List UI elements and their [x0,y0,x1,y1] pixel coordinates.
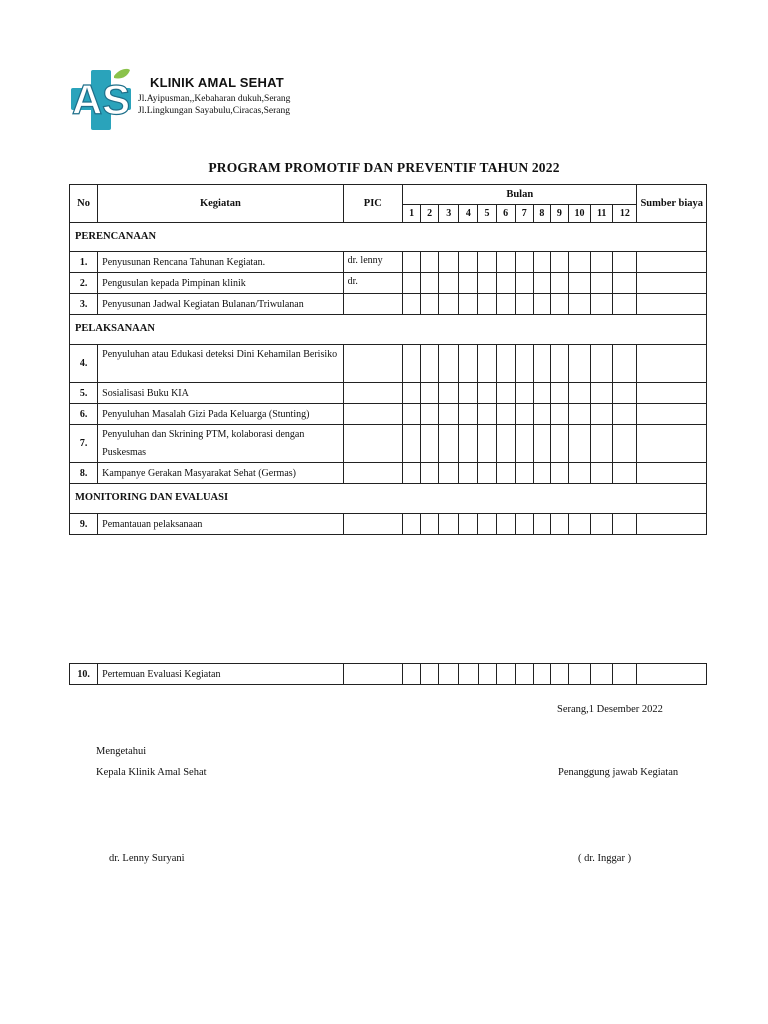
month-cell-1 [403,463,421,484]
month-cell-8 [533,294,550,315]
head-role: Kepala Klinik Amal Sehat [96,767,207,778]
table-row [70,252,707,273]
logo-text: AS [71,76,131,123]
table-row [70,294,707,315]
header-month-group: Bulan [403,185,637,205]
row-number: 4. [70,345,98,383]
pic-cell [343,664,402,685]
month-cell-7 [515,345,533,383]
month-cell-2 [421,345,439,383]
section-row [70,484,707,514]
month-cell-4 [459,273,478,294]
responsible-role: Penanggung jawab Kegiatan [558,767,679,778]
month-cell-6 [496,252,515,273]
pic-cell: dr. [343,273,402,294]
month-cell-10 [568,294,590,315]
month-cell-11 [591,294,613,315]
pic-cell: dr. lenny [343,252,402,273]
month-header-5: 5 [478,205,496,223]
month-cell-9 [550,463,568,484]
month-cell-2 [421,664,439,685]
activity-cell: Pertemuan Evaluasi Kegiatan [98,664,344,685]
month-cell-8 [533,514,550,535]
month-cell-4 [459,383,478,404]
month-cell-8 [533,345,550,383]
pic-cell [343,463,402,484]
clinic-address-1: Jl.Ayipusman,,Kebaharan dukuh,Serang [138,94,291,104]
month-cell-2 [421,273,439,294]
clinic-name: KLINIK AMAL SEHAT [150,75,284,90]
month-cell-9 [550,383,568,404]
month-cell-11 [591,664,613,685]
month-cell-11 [591,404,613,425]
table-row [70,425,707,463]
table-row [70,664,707,685]
funding-cell [637,345,707,383]
activity-cell: Penyusunan Jadwal Kegiatan Bulanan/Triwulanan [98,294,343,315]
month-cell-4 [459,514,478,535]
month-cell-8 [533,383,550,404]
month-cell-5 [478,404,496,425]
pic-cell [343,514,402,535]
month-cell-11 [591,345,613,383]
month-cell-5 [478,514,496,535]
month-cell-8 [533,404,550,425]
month-cell-6 [496,463,515,484]
month-cell-10 [568,273,590,294]
funding-cell [637,273,707,294]
month-cell-5 [478,463,496,484]
month-cell-1 [403,273,421,294]
month-cell-5 [478,345,496,383]
month-cell-4 [459,345,478,383]
month-cell-5 [478,273,496,294]
month-cell-4 [459,252,478,273]
month-cell-6 [496,383,515,404]
section-row [70,315,707,345]
month-cell-12 [613,383,637,404]
row-number: 3. [70,294,98,315]
month-cell-5 [478,664,496,685]
month-cell-10 [569,664,591,685]
month-cell-7 [515,463,533,484]
month-cell-1 [403,383,421,404]
month-cell-2 [421,294,439,315]
month-cell-7 [515,252,533,273]
section-title: PELAKSANAAN [70,315,707,345]
month-cell-8 [533,273,550,294]
month-cell-10 [568,425,590,463]
place-date: Serang,1 Desember 2022 [557,704,663,715]
month-cell-8 [533,463,550,484]
month-cell-10 [568,252,590,273]
row-number: 10. [70,664,98,685]
month-cell-8 [533,425,550,463]
month-cell-8 [533,664,550,685]
month-header-8: 8 [533,205,550,223]
month-cell-10 [568,514,590,535]
month-cell-10 [568,404,590,425]
table-row [70,404,707,425]
table-row [70,345,707,383]
month-cell-3 [439,404,459,425]
pic-cell [343,294,402,315]
month-cell-8 [533,252,550,273]
month-cell-2 [421,463,439,484]
month-cell-12 [613,463,637,484]
month-cell-3 [439,463,459,484]
header-no: No [70,185,98,223]
table-row [70,463,707,484]
month-cell-11 [591,463,613,484]
month-cell-3 [439,252,459,273]
month-header-3: 3 [439,205,459,223]
table-row [70,383,707,404]
month-cell-9 [550,252,568,273]
month-cell-12 [613,273,637,294]
month-cell-3 [439,294,459,315]
month-cell-4 [459,425,478,463]
month-cell-4 [459,664,478,685]
month-cell-2 [421,252,439,273]
clinic-address-2: Jl.Lingkungan Sayabulu,Ciracas,Serang [138,106,290,116]
month-cell-6 [496,294,515,315]
month-cell-7 [515,404,533,425]
header-pic: PIC [343,185,402,223]
activity-cell: Penyuluhan atau Edukasi deteksi Dini Kehamilan Berisiko [98,345,343,383]
month-cell-7 [515,294,533,315]
row-number: 1. [70,252,98,273]
row-number: 8. [70,463,98,484]
month-header-6: 6 [496,205,515,223]
funding-cell [637,252,707,273]
row-number: 9. [70,514,98,535]
month-cell-12 [613,252,637,273]
month-header-4: 4 [459,205,478,223]
month-cell-11 [591,383,613,404]
month-header-11: 11 [591,205,613,223]
month-cell-11 [591,425,613,463]
month-cell-6 [496,345,515,383]
month-cell-6 [496,514,515,535]
responsible-name: ( dr. Inggar ) [578,853,632,864]
month-cell-12 [613,514,637,535]
section-row [70,223,707,252]
month-cell-9 [550,404,568,425]
month-cell-9 [550,425,568,463]
month-cell-7 [515,383,533,404]
acknowledged-label: Mengetahui [96,746,147,757]
funding-cell [637,514,707,535]
month-header-1: 1 [403,205,421,223]
month-cell-12 [613,664,637,685]
head-name: dr. Lenny Suryani [109,853,185,864]
activity-cell: Penyuluhan Masalah Gizi Pada Keluarga (Stunting) [98,404,343,425]
month-cell-9 [550,294,568,315]
month-header-12: 12 [613,205,637,223]
month-cell-3 [439,345,459,383]
month-header-7: 7 [515,205,533,223]
month-cell-12 [613,425,637,463]
month-cell-1 [403,252,421,273]
funding-cell [637,463,707,484]
month-cell-6 [496,404,515,425]
activity-cell: Sosialisasi Buku KIA [98,383,343,404]
month-cell-9 [550,345,568,383]
pic-cell [343,404,402,425]
month-cell-7 [515,425,533,463]
month-cell-6 [496,273,515,294]
month-cell-1 [403,664,421,685]
month-cell-10 [568,463,590,484]
header-funding: Sumber biaya [637,185,707,223]
month-cell-12 [613,404,637,425]
document-title: PROGRAM PROMOTIF DAN PREVENTIF TAHUN 2022 [208,160,560,175]
funding-cell [637,664,707,685]
section-title: PERENCANAAN [70,223,707,252]
month-cell-4 [459,404,478,425]
month-cell-9 [550,514,568,535]
month-cell-12 [613,294,637,315]
activity-cell: Pemantauan pelaksanaan [98,514,343,535]
row-number: 6. [70,404,98,425]
activity-cell: Pengusulan kepada Pimpinan klinik [98,273,343,294]
month-cell-6 [496,664,515,685]
month-cell-1 [403,425,421,463]
month-cell-1 [403,294,421,315]
month-cell-1 [403,345,421,383]
pic-cell [343,425,402,463]
month-cell-11 [591,514,613,535]
pic-cell [343,345,402,383]
clinic-logo [68,66,134,132]
month-cell-1 [403,514,421,535]
funding-cell [637,425,707,463]
month-cell-10 [568,383,590,404]
month-cell-2 [421,514,439,535]
header-activity: Kegiatan [98,185,343,223]
month-cell-9 [550,664,568,685]
month-cell-3 [439,425,459,463]
month-cell-2 [421,425,439,463]
program-table-continued [69,663,707,685]
table-row [70,514,707,535]
month-header-2: 2 [421,205,439,223]
funding-cell [637,383,707,404]
row-number: 7. [70,425,98,463]
month-cell-3 [439,664,459,685]
month-cell-3 [439,383,459,404]
activity-cell: Penyusunan Rencana Tahunan Kegiatan. [98,252,343,273]
funding-cell [637,294,707,315]
month-cell-7 [515,273,533,294]
month-cell-7 [515,514,533,535]
funding-cell [637,404,707,425]
month-cell-5 [478,383,496,404]
month-cell-12 [613,345,637,383]
pic-cell [343,383,402,404]
section-title: MONITORING DAN EVALUASI [70,484,707,514]
month-cell-9 [550,273,568,294]
row-number: 5. [70,383,98,404]
month-cell-3 [439,514,459,535]
month-cell-2 [421,404,439,425]
row-number: 2. [70,273,98,294]
month-cell-10 [568,345,590,383]
month-cell-5 [478,294,496,315]
month-cell-7 [515,664,533,685]
month-cell-3 [439,273,459,294]
table-row [70,273,707,294]
month-cell-1 [403,404,421,425]
month-cell-5 [478,425,496,463]
month-cell-11 [591,273,613,294]
month-cell-11 [591,252,613,273]
month-header-9: 9 [550,205,568,223]
activity-cell: Penyuluhan dan Skrining PTM, kolaborasi dengan Puskesmas [98,425,343,463]
program-table [69,184,707,535]
header-row [70,185,707,205]
month-cell-5 [478,252,496,273]
month-cell-2 [421,383,439,404]
month-cell-4 [459,294,478,315]
month-header-10: 10 [568,205,590,223]
month-cell-4 [459,463,478,484]
month-cell-6 [496,425,515,463]
activity-cell: Kampanye Gerakan Masyarakat Sehat (Germas) [98,463,343,484]
